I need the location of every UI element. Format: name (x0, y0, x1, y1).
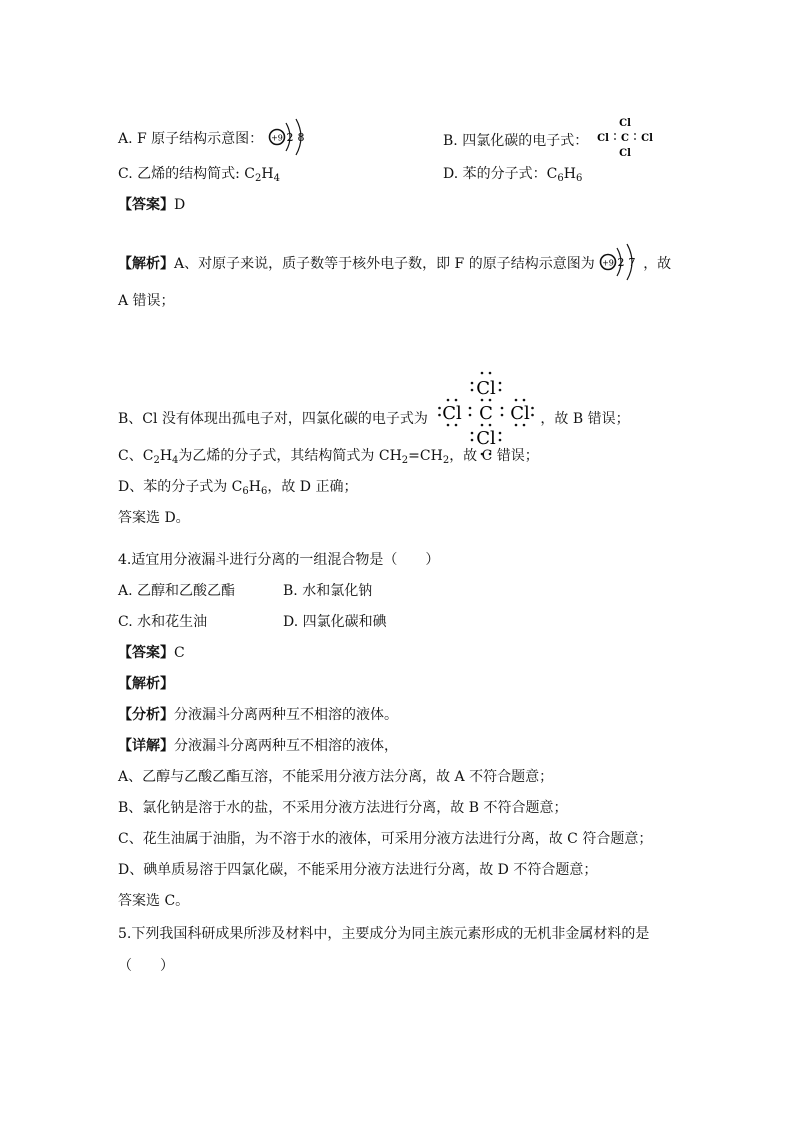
q4-line-b: B、氯化钠是溶于水的盐，不采用分液方法进行分离，故 B 不符合题意； (118, 800, 568, 816)
q3-option-a (118, 117, 312, 157)
q3-analysis-a-line2: A 错误； (118, 293, 175, 309)
q3-option-b-text: B. 四氯化碳的电子式： (443, 133, 589, 149)
q4-line-c: C、花生油属于油脂，为不溶于水的液体，可采用分液方法进行分离，故 C 符合题意； (118, 831, 653, 847)
q3-final-answer: 答案选 D。 (118, 510, 190, 526)
fluorine-atom-diagram-icon (268, 117, 312, 157)
q3-analysis-b: B、Cl 没有体现出孤电子对，四氯化碳的电子式为 Cl Cl C Cl Cl ，故 B 错误； (118, 369, 630, 461)
q3-option-b (443, 117, 657, 161)
q3-answer: 【答案】D (118, 197, 186, 213)
q4-answer: 【答案】C (118, 645, 185, 661)
q3-option-c: C. 乙烯的结构简式: $C_2H_4$ (118, 166, 280, 184)
q5-stem-bracket: （ ） (118, 958, 174, 974)
q4-option-b: B. 水和氯化钠 (283, 583, 373, 599)
q4-analysis-label: 【解析】 (118, 676, 174, 692)
q3-option-d: D. 苯的分子式：$C_6H_6$ (443, 166, 583, 184)
q4-option-a: A. 乙醇和乙酸乙酯 (118, 583, 236, 599)
q3-analysis-d: D、苯的分子式为 $C_6H_6$，故 D 正确； (118, 479, 358, 497)
svg-text:Cl: Cl (640, 133, 653, 144)
svg-text:Cl: Cl (476, 428, 497, 449)
svg-text:Cl: Cl (618, 148, 631, 159)
svg-text:Cl: Cl (618, 118, 631, 129)
svg-text:Cl: Cl (510, 403, 531, 424)
q4-fenxi: 【分析】分液漏斗分离两种互不相溶的液体。 (118, 707, 398, 723)
svg-text:+9: +9 (602, 258, 615, 268)
svg-text:Cl: Cl (596, 133, 609, 144)
q4-option-c: C. 水和花生油 (118, 614, 208, 630)
q3-analysis-c: C、$C_2H_4$为乙烯的分子式，其结构简式为 $CH_2=CH_2$，故 C 错误； (118, 448, 539, 466)
q4-line-a: A、乙醇与乙酸乙酯互溶，不能采用分液方法分离，故 A 不符合题意； (118, 769, 554, 785)
q4-option-d: D. 四氯化碳和碘 (283, 614, 387, 630)
q4-final-answer: 答案选 C。 (118, 893, 190, 909)
q3-option-a-text: A. F 原子结构示意图： (118, 131, 264, 147)
q5-stem: 5.下列我国科研成果所涉及材料中，主要成分为同主族元素形成的无机非金属材料的是 (118, 926, 650, 942)
fluorine-atom-diagram-correct-icon (599, 242, 643, 282)
svg-text:2: 2 (617, 256, 625, 269)
svg-text:Cl: Cl (442, 403, 463, 424)
ccl4-formula-small (593, 117, 657, 161)
svg-text:C: C (620, 133, 629, 144)
q4-xiangjie: 【详解】分液漏斗分离两种互不相溶的液体， (118, 738, 398, 754)
svg-text:8: 8 (297, 131, 305, 144)
q3-analysis-a: 【解析】A、对原子来说，质子数等于核外电子数，即 F 的原子结构示意图为 +9 2 7 ，故 (118, 242, 671, 282)
svg-text:2: 2 (286, 131, 294, 144)
nucleus-charge: +9 (270, 133, 283, 143)
q4-line-d: D、碘单质易溶于四氯化碳，不能采用分液方法进行分离，故 D 不符合题意； (118, 862, 598, 878)
svg-text:C: C (479, 403, 494, 424)
svg-text:7: 7 (628, 256, 636, 269)
svg-text:Cl: Cl (476, 378, 497, 399)
q4-stem: 4.适宜用分液漏斗进行分离的一组混合物是（ ） (118, 552, 440, 568)
